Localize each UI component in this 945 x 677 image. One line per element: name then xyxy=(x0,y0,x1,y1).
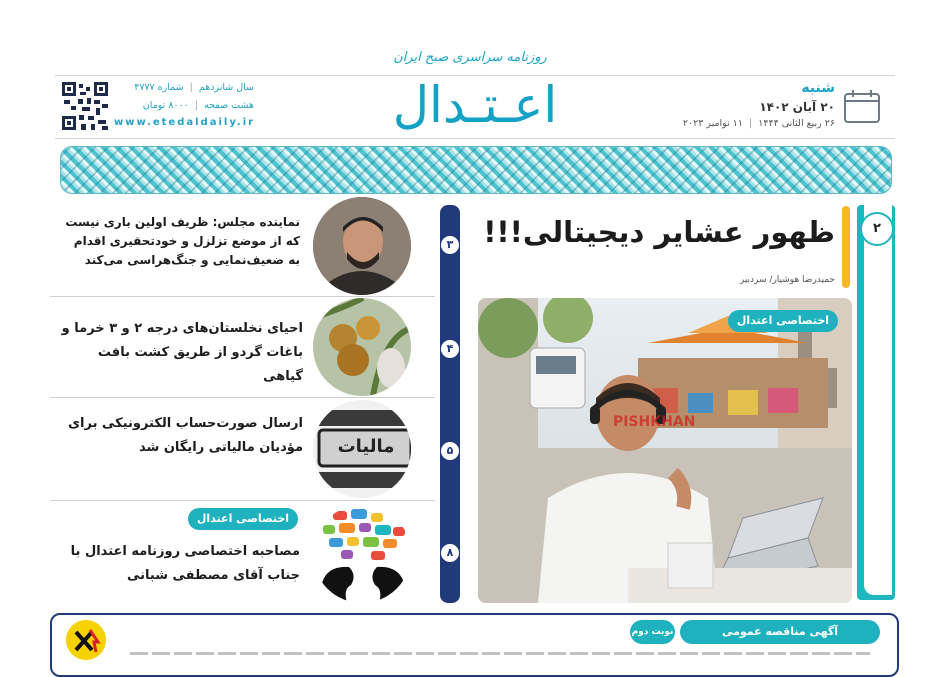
masthead-bottom-rule xyxy=(55,138,895,139)
date-palm-icon xyxy=(313,298,411,396)
speech-bubbles-icon xyxy=(313,505,411,603)
price-label: ۸۰۰۰ تومان xyxy=(142,100,189,111)
page-number-5: ۵ xyxy=(441,442,459,460)
byline: حمیدرضا هوشیار/ سردبیر xyxy=(739,275,835,285)
newspaper-logo: اعـتـدال xyxy=(392,76,558,134)
qr-code-icon xyxy=(62,82,108,130)
issue-line: سال شانزدهم | شماره ۴۷۷۷ xyxy=(134,82,254,93)
ad-title: آگهی مناقصه عمومی xyxy=(680,620,880,644)
side-story-title[interactable]: مصاحبه اختصاصی روزنامه اعتدال با جناب آقای مصطفی شبانی xyxy=(70,544,300,583)
story-divider xyxy=(50,397,435,398)
date-gregorian: ۱۱ نوامبر ۲۰۲۳ xyxy=(682,118,743,129)
svg-text:PISHKHAN: PISHKHAN xyxy=(613,414,696,430)
page-count: هشت صفحه xyxy=(204,100,254,111)
main-story-strip-inner xyxy=(864,205,892,595)
side-story-title[interactable]: ارسال صورت‌حساب الکترونیکی برای مؤدیان مالیاتی رایگان شد xyxy=(68,416,303,455)
ad-turn-badge: نوبت دوم xyxy=(630,620,675,644)
page-number-3: ۳ xyxy=(441,236,459,254)
exclusive-badge: اختصاصی اعتدال xyxy=(728,310,838,332)
calendar-icon xyxy=(843,88,883,124)
main-headline[interactable]: ظهور عشایر دیجیتالی!!! xyxy=(483,215,835,249)
weekday: شنبه xyxy=(801,80,835,96)
side-story-title[interactable]: نماینده مجلس: ظریف اولین باری نیست که از موضع تزلزل و خودتحقیری اقدام به ضعیف‌نمایی و جنگ‌هراسی می‌کند xyxy=(65,215,300,267)
company-logo-icon xyxy=(66,620,106,660)
website-link[interactable]: www.etedaldaily.ir xyxy=(114,117,256,128)
main-story-photo[interactable] xyxy=(478,298,852,603)
page-number-8: ۸ xyxy=(441,544,459,562)
tax-keyboard-icon xyxy=(313,400,411,498)
year-label: سال شانزدهم xyxy=(198,82,254,93)
issue-number: شماره ۴۷۷۷ xyxy=(134,82,184,93)
decorative-banner xyxy=(60,146,892,194)
date-hijri: ۲۶ ربیع الثانی ۱۴۴۴ xyxy=(758,118,835,129)
masthead-tagline: روزنامه سراسری صبح ایران xyxy=(393,50,547,65)
tax-key-text: مالیات xyxy=(337,436,395,457)
date-alt-line: ۲۶ ربیع الثانی ۱۴۴۴ | ۱۱ نوامبر ۲۰۲۳ xyxy=(682,118,835,129)
exclusive-badge: اختصاصی اعتدال xyxy=(188,508,298,530)
ad-body-text-lines xyxy=(130,652,870,655)
side-story-title[interactable]: احیای نخلستان‌های درجه ۲ و ۳ خرما و باغات گردو از طریق کشت بافت گیاهی xyxy=(61,321,303,384)
price-line: هشت صفحه | ۸۰۰۰ تومان xyxy=(142,100,254,111)
main-story-page-number: ۲ xyxy=(860,212,894,246)
story-divider xyxy=(50,500,435,501)
headline-accent-bar xyxy=(842,206,850,288)
portrait-icon xyxy=(313,197,411,295)
page-number-4: ۴ xyxy=(441,340,459,358)
story-divider xyxy=(50,296,435,297)
date-persian: ۲۰ آبان ۱۴۰۲ xyxy=(759,100,835,114)
